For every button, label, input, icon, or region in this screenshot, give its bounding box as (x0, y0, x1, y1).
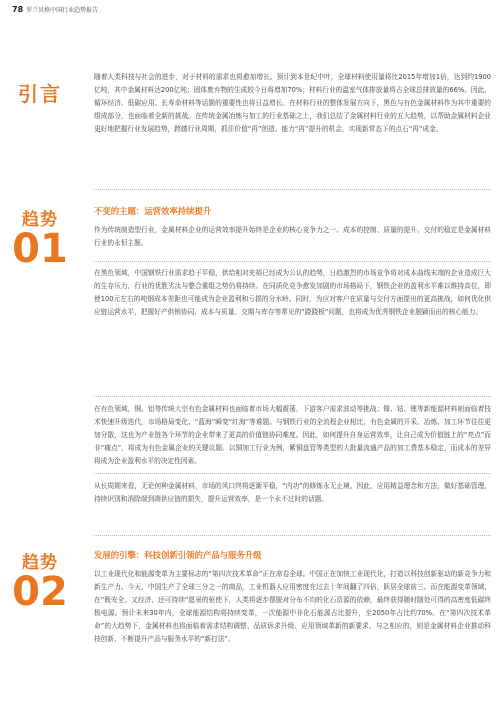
trend-01-paragraph: 在有色领域，铜、铝等传统大宗有色金属材料也面临着市场大幅震荡，下游客户需求波动等挑战；镍、钴、锂等新能源材料则面临着技术快速升级迭代，市场格局变化、“蓝海”瞬变“红海”等难题。与钢铁行业的全流程企业相比，有色金属的开采、冶炼、加工环节往往更加分散，这也为产业链各个环节的企业带来了更高的价值链协同难度。因此，如何提升自身运营效率，让自己成为价值链上的“亮点”而非“痛点”，将成为有色金属企业的关键议题。以铜加工行业为例，紫铜盘管等类型的大批量流通产品的加工费基本稳定，而成本的差异将成为企业盈利水平的决定性因素。 (94, 405, 491, 465)
trend-01-paragraph: 在黑色领域，中国钢铁行业需求趋于平稳，供给相对充裕已经成为公认的趋势，日趋激烈的市场竞争将对成本曲线末端的企业造成巨大的生存压力，行业的优胜劣汰与整合重组之势仍将持续。在同质化竞争愈发加剧的市场格局下，钢铁企业的盈利水平难以维持高位，即使100元左右的吨钢成本差距也可能成为企业盈利和亏损的分水岭。同时，为应对客户在质量与交付方面提出的更高挑战，如何优化供应链运营水平，把握好产供销协同、成本与质量、交期与库存等常见的“跷跷板”问题，也将成为优秀钢铁企业脱颖而出的核心能力。 (94, 269, 491, 316)
paragraph-divider (94, 473, 491, 474)
trend-02-paragraph: 以工业现代化和能源变革为主要标志的“第四次技术革命”正在席卷全球。中国正在加快工业现代化，打造以科技创新驱动的新竞争力和新生产力。今天，中国生产了全球三分之一的商品，工业机器人应用密度在过去十年间翻了四倍，跃居全球前三。而在能源变革领域，在“既安全、又经济、还可持续”愿景的驱使下，人类将逐步摆脱对分布不均的化石资源的依赖，最终获得随时随处可得的高密度低碳终极电源。预计未来30年内，全球能源结构将持续变革，一次能源中非化石能源占比提升，至2050年占比约70%。在“第四次技术革命”的大趋势下，金属材料也将面临着需求结构调整、品质诉求升级、应用领域革新的新要求。与之相应的，则是金属材料企业推动科技创新，不断提升产品与服务水平的“新打法”。 (94, 570, 491, 643)
intro-heading: 引言 (18, 82, 62, 106)
section-divider (94, 189, 491, 190)
running-title: 罗兰贝格中国行业趋势报告 (26, 7, 99, 14)
paragraph-divider (94, 261, 491, 262)
trend-01-number: 01 (12, 226, 68, 272)
trend-02-title: 发展的引擎：科技创新引领的产品与服务升级 (94, 550, 262, 560)
trend-01-paragraph: 从长周期来看，无论何种金属材料，市场的风口终将逐渐平稳，“内功”的修炼永无止境。因此，应用精益理念和方法，做好基础管理，持续识别和消除端到端供应链的损失，提升运营效率，是一个永不过时的话题。 (94, 482, 491, 503)
trend-01-label: 趋势 (22, 210, 58, 230)
section-divider (94, 535, 491, 536)
paragraph-divider (94, 396, 491, 397)
intro-paragraph: 随着人类科技与社会的进步，对于材料的需求也将愈加增长。预计到本世纪中叶，全球材料使用量将比2015年增加1倍，达到约1900亿吨，其中金属材料达200亿吨；固体废弃物的生成较今日将增加70%；材料行业的温室气体排放量将占全球总排放量的66%。因此，循环经济、低碳应用、长寿命材料等话题的重要性也将日益增长。在材料行业的整体发展方向下，黑色与有色金属材料作为其中重要的组成部分，也面临着全新的挑战。在传统金属冶炼与加工的行业基础之上，我们总结了金属材料行业的五大趋势，以帮助金属材料企业更好地把握行业发展趋势，跨越行业周期，抓住价值“再”创造、能力“再”提升的机会，实现新常态下的点石“再”成金。 (94, 73, 491, 133)
trend-02-label: 趋势 (22, 553, 58, 573)
trend-01-title: 不变的主题：运营效率持续提升 (94, 206, 212, 216)
page-header (12, 5, 98, 14)
trend-01-paragraph: 作为传统制造型行业，金属材料企业的运营效率提升始终是企业的核心竞争力之一。成本的控制、质量的提升、交付的稳定是金属材料行业的永恒主题。 (94, 226, 491, 247)
page-number: 78 (12, 5, 24, 14)
trend-02-number: 02 (12, 569, 68, 615)
